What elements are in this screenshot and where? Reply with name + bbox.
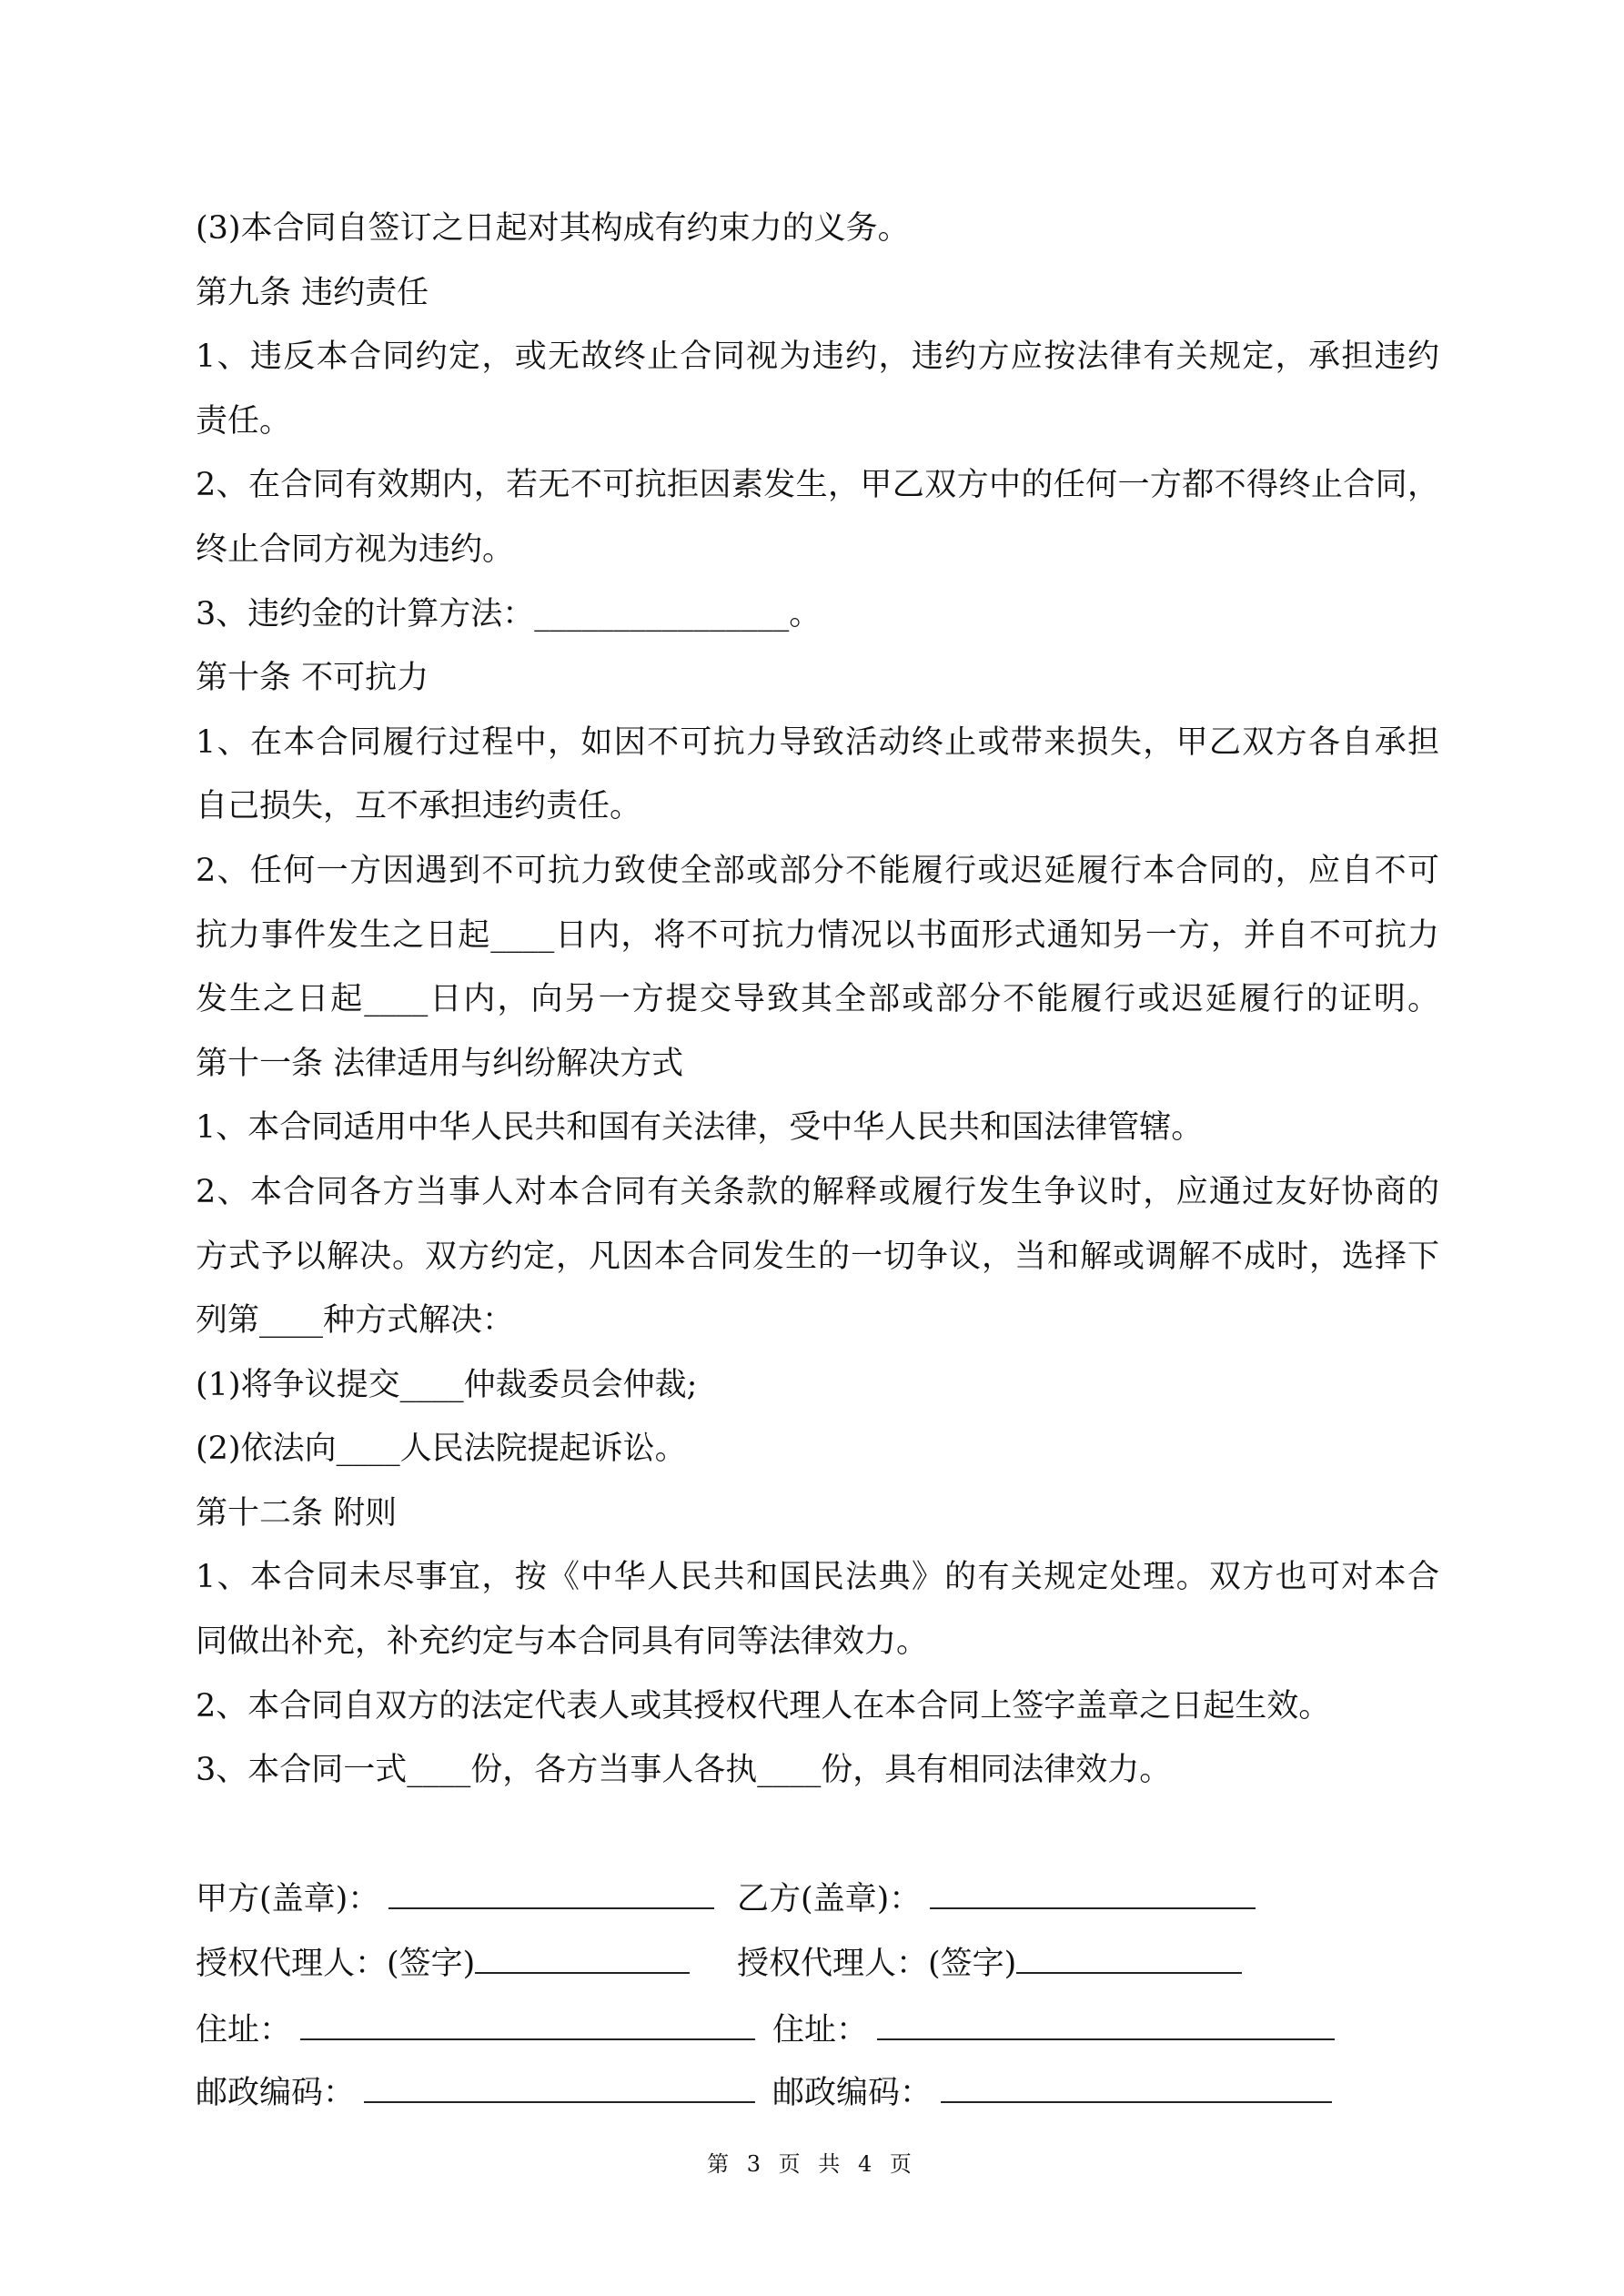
text-line: 2、在合同有效期内，若无不可抗拒因素发生，甲乙双方中的任何一方都不得终止合同， (196, 467, 1439, 504)
party-b-seal-label: 乙方(盖章)： (737, 1881, 922, 1917)
text-line: 自己损失，互不承担违约责任。 (196, 788, 642, 825)
contract-body (196, 197, 1439, 1803)
text-line: 第十二条 附则 (196, 1494, 398, 1532)
postcode-a-blank[interactable] (364, 2070, 755, 2103)
text-line: 抗力事件发生之日起____日内，将不可抗力情况以书面形式通知另一方，并自不可抗力 (196, 916, 1439, 954)
text-line: 1、本合同未尽事宜，按《中华人民共和国民法典》的有关规定处理。双方也可对本合 (196, 1559, 1439, 1596)
party-a-seal-label: 甲方(盖章)： (196, 1881, 380, 1917)
postcode-a-field (196, 2070, 755, 2116)
text-line: 列第____种方式解决： (196, 1302, 515, 1340)
agent-b-blank[interactable] (1016, 1941, 1242, 1974)
address-a-blank[interactable] (300, 2008, 755, 2040)
address-b-blank[interactable] (877, 2008, 1335, 2040)
postcode-b-label: 邮政编码： (772, 2075, 933, 2111)
agent-a-label: 授权代理人：(签字) (196, 1946, 476, 1982)
party-a-seal-blank[interactable] (388, 1876, 714, 1909)
agent-b-label: 授权代理人：(签字) (737, 1946, 1017, 1982)
postcode-b-field (772, 2070, 1332, 2116)
text-line: 2、本合同各方当事人对本合同有关条款的解释或履行发生争议时，应通过友好协商的 (196, 1173, 1439, 1210)
text-line: 方式予以解决。双方约定，凡因本合同发生的一切争议，当和解或调解不成时，选择下 (196, 1238, 1439, 1275)
text-line: (1)将争议提交____仲裁委员会仲裁; (196, 1366, 698, 1403)
address-a-field (196, 2008, 755, 2053)
party-b-seal-field (737, 1876, 1256, 1922)
text-line: (2)依法向____人民法院提起诉讼。 (196, 1431, 687, 1468)
agent-a-field (196, 1941, 690, 1987)
text-line: 第十一条 法律适用与纠纷解决方式 (196, 1045, 684, 1082)
text-line: 第九条 违约责任 (196, 274, 429, 311)
agent-a-blank[interactable] (475, 1941, 690, 1974)
postcode-b-blank[interactable] (941, 2070, 1332, 2103)
text-line: 同做出补充，补充约定与本合同具有同等法律效力。 (196, 1623, 929, 1661)
text-line: 2、本合同自双方的法定代表人或其授权代理人在本合同上签字盖章之日起生效。 (196, 1687, 1331, 1725)
text-line: 第十条 不可抗力 (196, 660, 429, 697)
text-line: 1、违反本合同约定，或无故终止合同视为违约，违约方应按法律有关规定，承担违约 (196, 339, 1439, 376)
text-line: 3、违约金的计算方法：________________。 (196, 595, 822, 632)
page-number: 第 3 页 共 4 页 (707, 2151, 917, 2177)
text-line: (3)本合同自签订之日起对其构成有约束力的义务。 (196, 210, 910, 247)
text-line: 1、本合同适用中华人民共和国有关法律，受中华人民共和国法律管辖。 (196, 1109, 1204, 1147)
party-a-seal-field (196, 1876, 714, 1922)
party-b-seal-blank[interactable] (930, 1876, 1256, 1909)
agent-b-field (737, 1941, 1242, 1987)
text-line: 责任。 (196, 402, 292, 440)
text-line: 1、在本合同履行过程中，如因不可抗力导致活动终止或带来损失，甲乙双方各自承担 (196, 723, 1439, 761)
address-b-label: 住址： (772, 2012, 869, 2048)
postcode-a-label: 邮政编码： (196, 2075, 356, 2111)
text-line: 发生之日起____日内，向另一方提交导致其全部或部分不能履行或迟延履行的证明。 (196, 981, 1439, 1018)
address-a-label: 住址： (196, 2012, 292, 2048)
text-line: 2、任何一方因遇到不可抗力致使全部或部分不能履行或迟延履行本合同的，应自不可 (196, 852, 1439, 889)
text-line: 3、本合同一式____份，各方当事人各执____份，具有相同法律效力。 (196, 1752, 1172, 1789)
text-line: 终止合同方视为违约。 (196, 531, 515, 568)
address-b-field (772, 2008, 1335, 2053)
